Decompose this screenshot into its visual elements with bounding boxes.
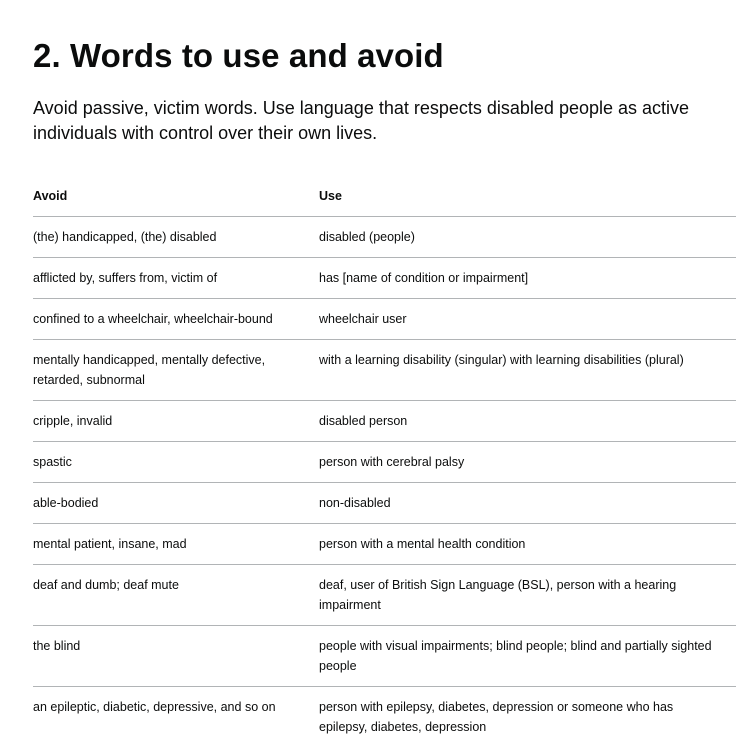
avoid-cell: able-bodied (33, 483, 319, 524)
use-cell: disabled person (319, 401, 736, 442)
avoid-cell: (the) handicapped, (the) disabled (33, 217, 319, 258)
avoid-cell: an epileptic, diabetic, depressive, and so on (33, 700, 276, 714)
avoid-cell: the blind (33, 626, 319, 687)
table-row (33, 299, 736, 340)
table-row (33, 687, 736, 736)
use-cell: person with epilepsy, diabetes, depression or someone who has epilepsy, diabetes, depression (319, 700, 674, 734)
table-row (33, 217, 736, 258)
use-column-header: Use (319, 177, 736, 217)
section-heading: 2. Words to use and avoid (33, 37, 444, 74)
table-row (33, 258, 736, 299)
use-cell: has [name of condition or impairment] (319, 258, 736, 299)
avoid-cell: mental patient, insane, mad (33, 524, 319, 565)
table-row (33, 340, 736, 401)
use-cell: person with cerebral palsy (319, 442, 736, 483)
use-cell: wheelchair user (319, 299, 736, 340)
table-row (33, 524, 736, 565)
use-cell: non-disabled (319, 483, 736, 524)
table-row (33, 401, 736, 442)
avoid-column-header: Avoid (33, 177, 319, 217)
avoid-cell: deaf and dumb; deaf mute (33, 565, 319, 626)
use-cell: people with visual impairments; blind people; blind and partially sighted people (319, 626, 736, 687)
table-row (33, 626, 736, 687)
avoid-cell: afflicted by, suffers from, victim of (33, 258, 319, 299)
words-table (33, 177, 736, 736)
use-cell: deaf, user of British Sign Language (BSL), person with a hearing impairment (319, 565, 736, 626)
use-cell: person with a mental health condition (319, 524, 736, 565)
table-row (33, 483, 736, 524)
lead-paragraph: Avoid passive, victim words. Use language that respects disabled people as active individuals with control over their own lives. (33, 98, 690, 143)
table-row (33, 565, 736, 626)
table-row (33, 442, 736, 483)
avoid-cell: confined to a wheelchair, wheelchair-bound (33, 299, 319, 340)
avoid-cell: spastic (33, 442, 319, 483)
avoid-cell: mentally handicapped, mentally defective, retarded, subnormal (33, 340, 319, 401)
use-cell: with a learning disability (singular) with learning disabilities (plural) (319, 340, 736, 401)
avoid-cell: cripple, invalid (33, 401, 319, 442)
table-header-row (33, 177, 736, 217)
use-cell: disabled (people) (319, 217, 736, 258)
